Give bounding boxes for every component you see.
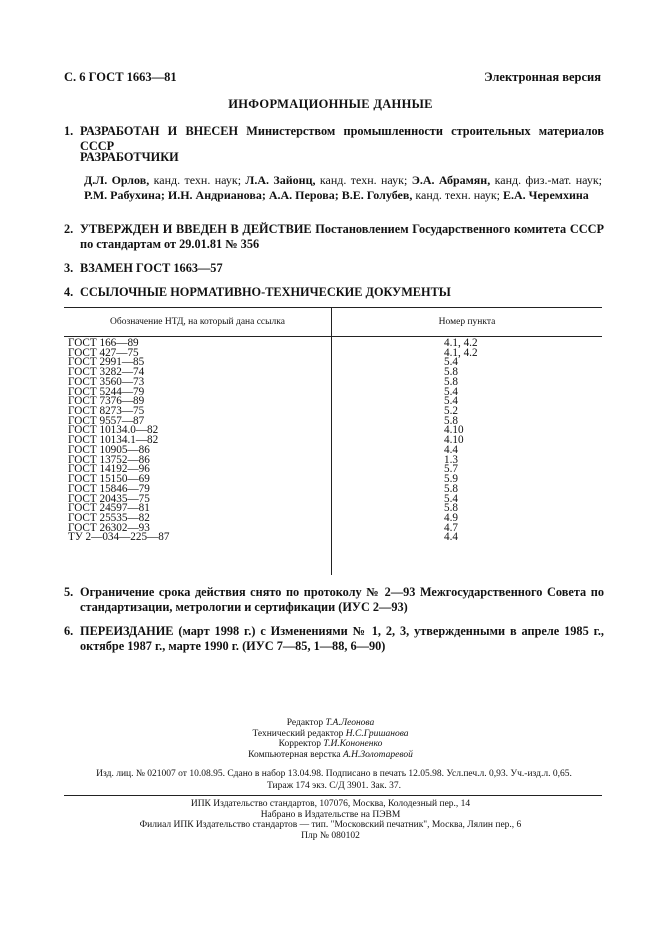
- publisher-line: Филиал ИПК Издательство стандартов — тип. "Московский печатник", Москва, Лялин пер., 6: [139, 820, 522, 830]
- section-6-number: 6.: [64, 624, 74, 638]
- table-cell-clause: 5.4: [444, 385, 458, 398]
- developers-list: [84, 173, 602, 203]
- table-column-divider: [331, 307, 332, 575]
- section-1-text: Министерством промышленности строительных материалов СССР: [80, 124, 604, 153]
- section-4-number: 4.: [64, 285, 74, 299]
- section-4: [64, 285, 604, 300]
- page-header-left: С. 6 ГОСТ 1663—81: [64, 70, 177, 84]
- table-cell-clause: 5.7: [444, 463, 458, 476]
- table-cell-clause: 4.4: [444, 531, 458, 544]
- publisher-line: Набрано в Издательстве на ПЭВМ: [260, 809, 401, 820]
- developer-name: Е.А. Черемхина: [503, 188, 589, 202]
- section-5: [64, 585, 604, 615]
- developer-title: канд. техн. наук;: [315, 173, 412, 187]
- developer-name: Э.А. Абрамян,: [411, 173, 491, 187]
- section-2-text: Постановлением Государственного комитета СССР по стандартам от 29.01.81 № 356: [80, 222, 604, 251]
- section-6: [64, 624, 604, 654]
- table-cell-designation: ГОСТ 3282—74: [68, 366, 145, 379]
- table-cell-designation: ГОСТ 10905—86: [68, 443, 150, 456]
- table-header-designation: Обозначение НТД, на который дана ссылка: [110, 317, 285, 327]
- imprint-line-2: Тираж 174 экз. С/Д 3901. Зак. 37.: [266, 781, 402, 791]
- staff-role: Корректор: [278, 739, 322, 749]
- section-3: [64, 261, 604, 276]
- page-header-right: Электронная версия: [484, 70, 601, 84]
- table-top-rule: [64, 307, 602, 308]
- table-cell-clause: 4.10: [444, 434, 464, 447]
- table-cell-clause: 1.3: [444, 453, 458, 466]
- developer-name: Л.А. Зайонц,: [245, 173, 316, 187]
- section-2: [64, 222, 604, 252]
- section-3-number: 3.: [64, 261, 74, 275]
- table-cell-clause: 4.1, 4.2: [444, 337, 478, 349]
- publisher-info: [0, 799, 661, 841]
- staff-line: [0, 739, 661, 750]
- table-cell-designation: ГОСТ 26302—93: [68, 521, 150, 534]
- footer-rule: [64, 795, 602, 796]
- table-cell-designation: ГОСТ 14192—96: [68, 463, 150, 476]
- table-cell-clause: 5.2: [444, 405, 458, 418]
- section-1-lead: РАЗРАБОТАН И ВНЕСЕН: [80, 124, 239, 138]
- table-cell-designation: ГОСТ 15150—69: [68, 473, 150, 486]
- staff-person: А.Н.Золотаревой: [342, 749, 413, 760]
- staff-role: Компьютерная верстка: [248, 749, 341, 760]
- table-cell-clause: 4.1, 4.2: [444, 346, 478, 359]
- section-5-text: Ограничение срока действия снято по протоколу № 2—93 Межгосударственного Совета по стандартизации, метрологии и сертификации (ИУС 2—93): [80, 585, 604, 614]
- staff-line: [0, 750, 661, 761]
- publisher-line: Плр № 080102: [301, 830, 360, 841]
- table-cell-clause: 4.10: [444, 424, 464, 437]
- table-cell-clause: 4.7: [444, 521, 458, 534]
- table-cell-clause: 5.4: [444, 356, 458, 369]
- table-cell-clause: 5.8: [444, 366, 458, 379]
- developer-name: Д.Л. Орлов,: [84, 173, 150, 187]
- developer-name: Р.М. Рабухина; И.Н. Андрианова; А.А. Перова; В.Е. Голубев,: [84, 188, 413, 202]
- staff-line: [0, 718, 661, 729]
- table-cell-designation: ГОСТ 3560—73: [68, 375, 145, 388]
- table-cell-clause: 5.8: [444, 375, 458, 388]
- table-cell-designation: ГОСТ 166—89: [68, 337, 139, 349]
- table-cell-designation: ГОСТ 13752—86: [68, 453, 150, 466]
- staff-person: Т.А.Леонова: [325, 718, 375, 728]
- table-cell-designation: ГОСТ 7376—89: [68, 395, 145, 408]
- table-cell-designation: ТУ 2—034—225—87: [68, 531, 170, 544]
- staff-role: Редактор: [286, 718, 324, 728]
- staff-credits: [0, 718, 661, 760]
- table-cell-designation: ГОСТ 5244—79: [68, 385, 145, 398]
- developer-title: канд. техн. наук;: [149, 173, 246, 187]
- table-header-rule: [64, 336, 602, 337]
- staff-person: Т.И.Кононенко: [323, 739, 383, 749]
- table-cell-clause: 5.8: [444, 502, 458, 515]
- table-cell-clause: 5.4: [444, 492, 458, 505]
- table-cell-designation: ГОСТ 10134.1—82: [68, 434, 159, 447]
- section-5-number: 5.: [64, 585, 74, 599]
- table-cell-designation: ГОСТ 427—75: [68, 346, 139, 359]
- developers-heading: РАЗРАБОТЧИКИ: [80, 150, 179, 164]
- section-2-lead: УТВЕРЖДЕН И ВВЕДЕН В ДЕЙСТВИЕ: [80, 222, 312, 236]
- table-cell-clause: 4.4: [444, 443, 458, 456]
- section-1-number: 1.: [64, 124, 74, 138]
- table-cell-designation: ГОСТ 15846—79: [68, 482, 150, 495]
- table-header-clause: Номер пункта: [438, 317, 496, 327]
- developer-title: канд. физ.-мат. наук;: [490, 173, 602, 187]
- table-cell-designation: ГОСТ 24597—81: [68, 502, 150, 515]
- staff-role: Технический редактор: [252, 728, 344, 739]
- section-6-text: (март 1998 г.) с Изменениями № 1, 2, 3, утвержденными в апреле 1985 г., октябре 1987 г., марте 1990 г. (ИУС 7—85, 1—88, 6—90): [80, 624, 604, 653]
- table-column-designation: [68, 339, 169, 543]
- staff-person: Н.С.Гришанова: [345, 728, 409, 739]
- developer-title: канд. техн. наук;: [412, 188, 503, 202]
- table-cell-designation: ГОСТ 9557—87: [68, 414, 145, 427]
- table-cell-clause: 5.4: [444, 395, 458, 408]
- section-6-lead: ПЕРЕИЗДАНИЕ: [80, 624, 174, 638]
- document-title: ИНФОРМАЦИОННЫЕ ДАННЫЕ: [228, 97, 433, 111]
- section-2-number: 2.: [64, 222, 74, 236]
- imprint-line-1: Изд. лиц. № 021007 от 10.08.95. Сдано в набор 13.04.98. Подписано в печать 12.05.98. Усл.печ.л. 0,93. Уч.-изд.л. 0,65.: [96, 769, 572, 779]
- table-cell-clause: 5.8: [444, 414, 458, 427]
- table-cell-clause: 5.8: [444, 482, 458, 495]
- table-cell-clause: 4.9: [444, 511, 458, 524]
- publisher-line: ИПК Издательство стандартов, 107076, Москва, Колодезный пер., 14: [190, 799, 471, 809]
- section-3-lead: ВЗАМЕН ГОСТ 1663—57: [80, 261, 223, 275]
- table-cell-designation: ГОСТ 25535—82: [68, 511, 150, 524]
- table-cell-designation: ГОСТ 2991—85: [68, 356, 145, 369]
- imprint: [64, 768, 604, 792]
- table-cell-designation: ГОСТ 8273—75: [68, 405, 145, 418]
- table-column-clause: [444, 339, 478, 543]
- staff-line: [0, 729, 661, 740]
- section-4-lead: ССЫЛОЧНЫЕ НОРМАТИВНО-ТЕХНИЧЕСКИЕ ДОКУМЕНТЫ: [80, 285, 451, 299]
- table-cell-designation: ГОСТ 10134.0—82: [68, 424, 159, 437]
- table-cell-designation: ГОСТ 20435—75: [68, 492, 150, 505]
- table-cell-clause: 5.9: [444, 473, 458, 486]
